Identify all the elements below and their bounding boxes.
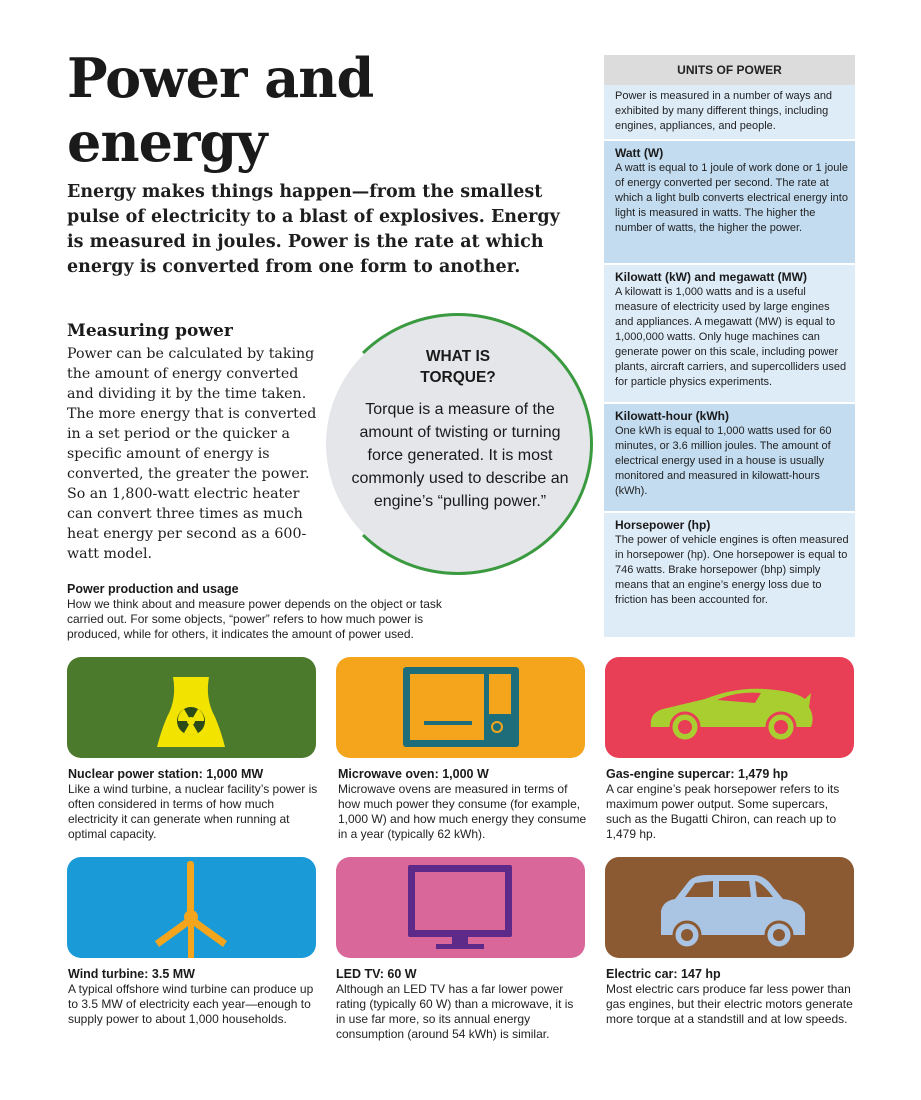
microwave-card (336, 657, 585, 758)
page-title (67, 46, 487, 174)
measuring-power-heading: Measuring power (67, 321, 233, 341)
electric-car-card (605, 857, 854, 958)
units-section-horsepower: Horsepower (hp) The power of vehicle engines is often measured in horsepower (hp). One horsepower is equal to 746 watts. Brake horsepower (bhp) simply means that an engine’s energy loss due to friction has been accounted for. (604, 513, 855, 637)
units-of-power-panel (604, 55, 855, 637)
microwave-icon (336, 657, 585, 758)
production-heading: Power production and usage (67, 582, 239, 596)
wind-turbine-caption: Wind turbine: 3.5 MW A typical offshore wind turbine can produce up to 3.5 MW of electricity each year—enough to supply power to about 1,000 households. (68, 967, 314, 1026)
units-section-watt: Watt (W) A watt is equal to 1 joule of work done or 1 joule of energy converted per second. The rate at which a light bulb converts electrical energy into light is measured in watts. The higher the number of watts, the higher the power. (604, 141, 855, 265)
wind-turbine-card (67, 857, 316, 958)
nuclear-caption: Nuclear power station: 1,000 MW Like a wind turbine, a nuclear facility’s power is often considered in terms of how much electricity it can generate when running at optimal capacity. (68, 767, 318, 841)
supercar-icon (605, 657, 854, 758)
units-section-kilowatt: Kilowatt (kW) and megawatt (MW) A kilowatt is 1,000 watts and is a useful measure of electricity used by large engines and appliances. A megawatt (MW) is equal to 1,000,000 watts. Only huge machines can generate power on this scale, including power plants, aircraft carriers, and supercolliders used for particle physics experiments. (604, 265, 855, 404)
intro-paragraph: Energy makes things happen—from the smallest pulse of electricity to a blast of explosives. Energy is measured in joules. Power is the rate at which energy is converted from one form to another. (67, 182, 560, 277)
tv-card (336, 857, 585, 958)
microwave-caption: Microwave oven: 1,000 W Microwave ovens are measured in terms of how much power they consume (for example, 1,000 W) and how much energy they consume in a year (typically 62 kWh). (338, 767, 587, 841)
electric-car-caption: Electric car: 147 hp Most electric cars produce far less power than gas engines, but their electric motors generate more torque at a standstill and at low speeds. (606, 967, 853, 1026)
units-intro: Power is measured in a number of ways and exhibited by many different things, including engines, appliances, and people. (604, 85, 855, 141)
nuclear-plant-icon (67, 657, 316, 758)
wind-turbine-icon (67, 857, 316, 958)
torque-heading: WHAT IS TORQUE? (420, 348, 496, 386)
title-line-2: energy (67, 110, 267, 174)
supercar-card (605, 657, 854, 758)
supercar-caption: Gas-engine supercar: 1,479 hp A car engine’s peak horsepower refers to its maximum power output. Some supercars, such as the Bugatti Chiron, can reach up to 1,479 hp. (606, 767, 840, 841)
torque-body: Torque is a measure of the amount of twisting or turning force generated. It is most commonly used to describe an engine’s “pulling power.” (351, 401, 569, 510)
units-heading: UNITS OF POWER (604, 55, 855, 85)
units-section-kilowatt-hour: Kilowatt-hour (kWh) One kWh is equal to 1,000 watts used for 60 minutes, or 3.6 million joules. The amount of electrical energy used in a house is usually monitored and measured in kilowatt-hours (kWh). (604, 404, 855, 513)
measuring-power-body: Power can be calculated by taking the amount of energy converted and dividing it by the time taken. The more energy that is converted in a set period or the quicker a specific amount of energy is converted, the greater the power. So an 1,800-watt electric heater can convert three times as much heat energy per second as a 600-watt model. (67, 346, 317, 562)
production-body: How we think about and measure power depends on the object or task carried out. For some objects, “power” refers to how much power is produced, while for others, it indicates the amount of power used. (67, 597, 442, 641)
tv-caption: LED TV: 60 W Although an LED TV has a far lower power rating (typically 60 W) than a microwave, it is in use far more, so its annual energy consumption (around 54 kWh) is similar. (336, 967, 574, 1041)
title-line-1: Power and (67, 46, 374, 110)
electric-car-icon (605, 857, 854, 958)
tv-icon (336, 857, 585, 958)
nuclear-card (67, 657, 316, 758)
torque-callout (323, 313, 593, 575)
